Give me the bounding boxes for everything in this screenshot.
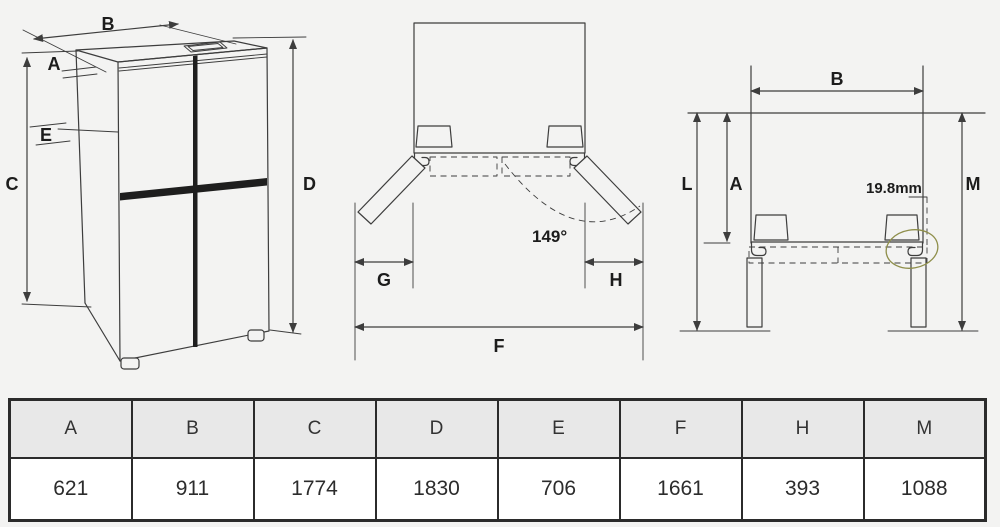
door-angle-label: 149° — [532, 227, 568, 246]
front-right-foot — [248, 330, 264, 341]
dimension-l-depth-no-door — [682, 113, 698, 330]
dimension-label-d: D — [303, 174, 316, 194]
cabinet-side-bottom-edge — [85, 303, 120, 361]
left-door-open — [358, 156, 425, 224]
table-header-h: H — [742, 400, 864, 459]
dimension-label-e: E — [39, 125, 53, 145]
dimension-label-b: B — [830, 69, 844, 89]
dimension-label-m: M — [965, 174, 981, 194]
front-left-foot — [121, 358, 139, 369]
dimension-f-total-width — [355, 327, 643, 356]
extension-line — [63, 74, 97, 78]
dimension-label-l: L — [681, 174, 693, 194]
left-door-closed-dashed — [430, 157, 497, 176]
left-door-open-90 — [747, 258, 762, 327]
table-value-row — [10, 458, 986, 521]
fridge-body-top — [414, 23, 585, 166]
table-header-e: E — [498, 400, 620, 459]
table-value-m: 1088 — [864, 458, 986, 521]
table-value-a: 621 — [10, 458, 132, 521]
dimension-a-body-depth — [704, 113, 743, 243]
door-vertical-divider — [193, 56, 198, 348]
dimensions-table-head — [10, 400, 986, 459]
dimension-label-c: C — [5, 174, 19, 194]
dimension-h-right-clearance — [585, 203, 643, 360]
table-header-a: A — [10, 400, 132, 459]
table-value-d: 1830 — [376, 458, 498, 521]
dimension-label-h: H — [609, 270, 623, 290]
cabinet-back-left-edge — [76, 50, 85, 303]
table-header-f: F — [620, 400, 742, 459]
table-header-row — [10, 400, 986, 459]
table-header-d: D — [376, 400, 498, 459]
table-value-h: 393 — [742, 458, 864, 521]
extension-line — [22, 304, 91, 307]
fridge-installation-clearance-view — [660, 0, 1000, 390]
hinge-gap-label: 19.8mm — [866, 180, 922, 197]
table-value-e: 706 — [498, 458, 620, 521]
table-header-m: M — [864, 400, 986, 459]
right-hinge-hook — [908, 243, 923, 256]
extension-line — [270, 330, 301, 334]
extension-line — [233, 37, 306, 38]
right-door-handle — [885, 215, 919, 240]
right-door-handle — [547, 126, 583, 147]
right-door-open — [574, 156, 641, 224]
dimension-label-f: F — [493, 336, 505, 356]
table-value-c: 1774 — [254, 458, 376, 521]
dimension-a-depth — [48, 54, 98, 78]
left-door-handle — [416, 126, 452, 147]
dimension-e-detail — [30, 123, 118, 145]
dimension-label-b: B — [101, 14, 115, 34]
extension-line — [22, 51, 78, 53]
cabinet-top-face — [76, 41, 267, 62]
fridge-top-view-doors-open — [330, 0, 670, 390]
left-hinge-hook — [752, 243, 767, 256]
table-value-b: 911 — [132, 458, 254, 521]
fridge-cabinet — [76, 41, 269, 369]
fridge-body-profile — [747, 215, 926, 327]
table-header-b: B — [132, 400, 254, 459]
dimension-g-left-clearance — [355, 203, 413, 360]
dimension-label-a: A — [47, 54, 61, 74]
table-value-f: 1661 — [620, 458, 742, 521]
dimension-label-a: A — [729, 174, 743, 194]
table-header-c: C — [254, 400, 376, 459]
extension-line — [62, 67, 96, 71]
extension-line — [160, 25, 236, 44]
dimension-m-total-depth — [962, 113, 981, 330]
fridge-perspective-view — [0, 0, 330, 390]
open-doors — [358, 156, 641, 224]
dimensions-table-body — [10, 458, 986, 521]
dimension-c-height — [6, 51, 92, 307]
leader-line — [58, 129, 118, 132]
dimensions-table — [8, 398, 987, 522]
left-door-handle — [754, 215, 788, 240]
dimension-label-g: G — [376, 270, 392, 290]
